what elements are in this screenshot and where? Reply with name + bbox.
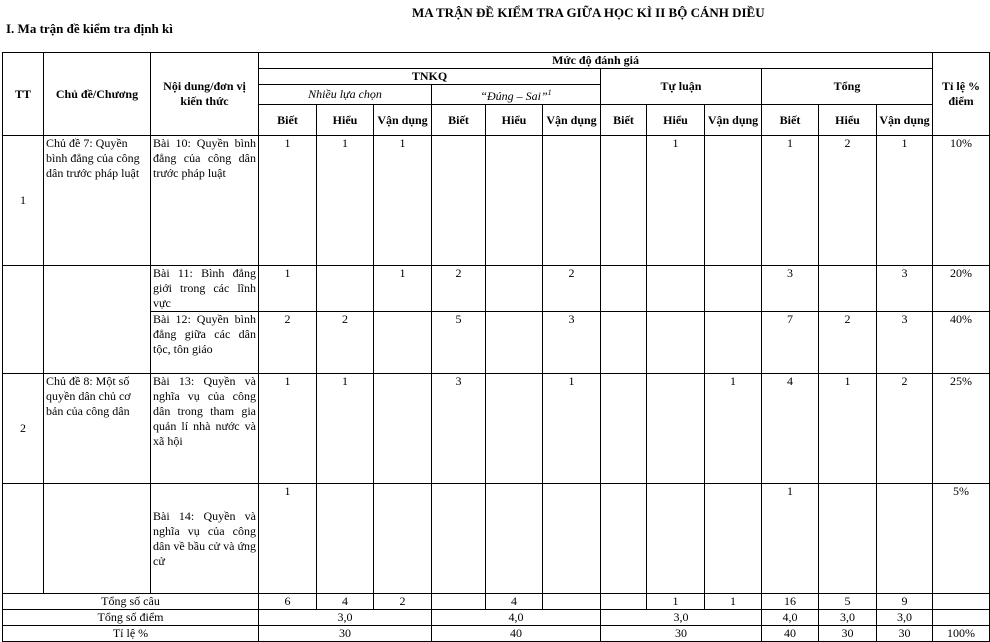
- row-ti-le: 10%: [933, 136, 990, 266]
- diem-ds: 4,0: [432, 610, 601, 626]
- total-cell: 1: [705, 594, 762, 610]
- total-cell: 4: [486, 594, 543, 610]
- table-row: [3, 484, 990, 594]
- row-value-cell: [877, 484, 933, 594]
- total-cell: 6: [259, 594, 317, 610]
- row-value-cell: [486, 312, 543, 374]
- header-muc-do: Mức độ đánh giá: [259, 53, 933, 69]
- row-value-cell: 1: [374, 266, 432, 312]
- total-cell: 16: [762, 594, 819, 610]
- row-value-cell: [486, 374, 543, 484]
- row-value-cell: 2: [877, 374, 933, 484]
- row-tt: 2: [3, 374, 44, 484]
- row-value-cell: [647, 484, 705, 594]
- row-value-cell: [705, 136, 762, 266]
- header-chu-de: Chủ đề/Chương: [44, 53, 151, 136]
- header-dung-sai: “Đúng – Sai”$^1$: [432, 85, 601, 105]
- ti-le-ds: 40: [432, 626, 601, 642]
- header-level-van-dung: Vận dụng: [877, 105, 933, 136]
- ti-le-label: Tỉ lệ %: [3, 626, 259, 642]
- total-cell: 1: [647, 594, 705, 610]
- row-value-cell: 2: [819, 136, 877, 266]
- total-cell: [601, 594, 647, 610]
- row-value-cell: 1: [259, 266, 317, 312]
- row-noi-dung: Bài 13: Quyền và nghĩa vụ của công dân trong tham gia quản lí nhà nước và xã hội: [151, 374, 259, 484]
- total-cell: [543, 594, 601, 610]
- row-value-cell: 7: [762, 312, 819, 374]
- row-value-cell: [374, 374, 432, 484]
- diem-tong-vd: 3,0: [877, 610, 933, 626]
- row-value-cell: [601, 136, 647, 266]
- diem-nlc: 3,0: [259, 610, 432, 626]
- row-value-cell: [317, 484, 374, 594]
- row-value-cell: 1: [259, 136, 317, 266]
- row-value-cell: 1: [877, 136, 933, 266]
- header-level-hieu: Hiểu: [317, 105, 374, 136]
- header-level-van-dung: Vận dụng: [543, 105, 601, 136]
- row-noi-dung: Bài 11: Bình đẳng giới trong các lĩnh vực: [151, 266, 259, 312]
- row-tt: [3, 266, 44, 374]
- table-row: [3, 312, 990, 374]
- header-tnkq: TNKQ: [259, 69, 601, 85]
- row-value-cell: 2: [819, 312, 877, 374]
- row-value-cell: [601, 374, 647, 484]
- header-tu-luan: Tự luận: [601, 69, 762, 105]
- row-value-cell: 1: [374, 136, 432, 266]
- total-cell: [432, 594, 486, 610]
- row-value-cell: 1: [317, 136, 374, 266]
- row-value-cell: 2: [543, 266, 601, 312]
- header-level-biet: Biết: [432, 105, 486, 136]
- total-cell: 2: [374, 594, 432, 610]
- header-level-biet: Biết: [762, 105, 819, 136]
- row-noi-dung: Bài 12: Quyền bình đẳng giữa các dân tộc, tôn giáo: [151, 312, 259, 374]
- row-value-cell: 1: [259, 374, 317, 484]
- row-value-cell: 2: [259, 312, 317, 374]
- table-row: [3, 266, 990, 312]
- row-value-cell: [601, 312, 647, 374]
- row-value-cell: [486, 136, 543, 266]
- header-nhieu-lua-chon: Nhiều lựa chọn: [259, 85, 432, 105]
- row-value-cell: [705, 484, 762, 594]
- header-level-van-dung: Vận dụng: [705, 105, 762, 136]
- row-value-cell: 1: [317, 374, 374, 484]
- diem-tl: 3,0: [601, 610, 762, 626]
- row-tt: 1: [3, 136, 44, 266]
- row-ti-le: 20%: [933, 266, 990, 312]
- header-tt: TT: [3, 53, 44, 136]
- ti-le-tong-biet: 40: [762, 626, 819, 642]
- row-value-cell: 3: [432, 374, 486, 484]
- row-chu-de: Chủ đề 8: Một số quyền dân chủ cơ bản của công dân: [44, 374, 151, 484]
- table-row: [3, 374, 990, 484]
- row-value-cell: [543, 484, 601, 594]
- row-ti-le: 40%: [933, 312, 990, 374]
- row-noi-dung: Bài 14: Quyền và nghĩa vụ của công dân về bầu cử và ứng cử: [151, 484, 259, 594]
- ti-le-nlc: 30: [259, 626, 432, 642]
- row-value-cell: [486, 266, 543, 312]
- section-subtitle: I. Ma trận đề kiểm tra định kì: [6, 21, 173, 36]
- row-value-cell: [647, 374, 705, 484]
- tong-so-diem-label: Tổng số điểm: [3, 610, 259, 626]
- row-value-cell: 4: [762, 374, 819, 484]
- row-chu-de: Chủ đề 7: Quyền bình đẳng của công dân trước pháp luật: [44, 136, 151, 266]
- row-value-cell: 1: [762, 484, 819, 594]
- ti-le-tong-hieu: 30: [819, 626, 877, 642]
- row-value-cell: [374, 312, 432, 374]
- table-row: [3, 136, 990, 266]
- header-noi-dung: Nội dung/đơn vị kiến thức: [151, 53, 259, 136]
- ti-le-row: [3, 626, 990, 642]
- row-value-cell: 3: [877, 312, 933, 374]
- total-cell: 9: [877, 594, 933, 610]
- row-value-cell: 3: [762, 266, 819, 312]
- row-value-cell: [486, 484, 543, 594]
- row-value-cell: [317, 266, 374, 312]
- row-value-cell: [647, 312, 705, 374]
- total-cell: 5: [819, 594, 877, 610]
- header-tong: Tổng: [762, 69, 933, 105]
- row-value-cell: 1: [647, 136, 705, 266]
- row-chu-de: [44, 484, 151, 594]
- ti-le-tong-vd: 30: [877, 626, 933, 642]
- row-value-cell: [601, 484, 647, 594]
- diem-tong-hieu: 3,0: [819, 610, 877, 626]
- row-value-cell: [601, 266, 647, 312]
- row-value-cell: 1: [543, 374, 601, 484]
- header-level-biet: Biết: [601, 105, 647, 136]
- total-cell: 4: [317, 594, 374, 610]
- ti-le-tl: 30: [601, 626, 762, 642]
- row-value-cell: 1: [762, 136, 819, 266]
- row-value-cell: [819, 484, 877, 594]
- row-value-cell: [705, 266, 762, 312]
- row-value-cell: 2: [317, 312, 374, 374]
- row-value-cell: 1: [705, 374, 762, 484]
- row-value-cell: [374, 484, 432, 594]
- row-value-cell: 1: [819, 374, 877, 484]
- row-value-cell: [543, 136, 601, 266]
- row-value-cell: [432, 484, 486, 594]
- total-cell: [933, 594, 990, 610]
- row-tt: [3, 484, 44, 594]
- header-level-van-dung: Vận dụng: [374, 105, 432, 136]
- document-title: MA TRẬN ĐỀ KIỂM TRA GIỮA HỌC KÌ II BỘ CÁNH DIỀU: [412, 5, 765, 20]
- row-ti-le: 5%: [933, 484, 990, 594]
- diem-empty: [933, 610, 990, 626]
- header-level-hieu: Hiểu: [819, 105, 877, 136]
- row-value-cell: 3: [543, 312, 601, 374]
- row-value-cell: [647, 266, 705, 312]
- row-value-cell: 1: [259, 484, 317, 594]
- header-ti-le: Tỉ lệ % điểm: [933, 53, 990, 136]
- row-noi-dung: Bài 10: Quyền bình đẳng của công dân trước pháp luật: [151, 136, 259, 266]
- row-value-cell: 2: [432, 266, 486, 312]
- diem-tong-biet: 4,0: [762, 610, 819, 626]
- row-value-cell: [432, 136, 486, 266]
- header-level-biet: Biết: [259, 105, 317, 136]
- tong-so-cau-row: [3, 594, 990, 610]
- header-level-hieu: Hiểu: [486, 105, 543, 136]
- assessment-matrix-table: [2, 52, 990, 642]
- row-chu-de: [44, 266, 151, 374]
- row-value-cell: [705, 312, 762, 374]
- row-value-cell: [819, 266, 877, 312]
- row-value-cell: 3: [877, 266, 933, 312]
- tong-so-diem-row: [3, 610, 990, 626]
- ti-le-all: 100%: [933, 626, 990, 642]
- row-value-cell: 5: [432, 312, 486, 374]
- row-ti-le: 25%: [933, 374, 990, 484]
- header-level-hieu: Hiểu: [647, 105, 705, 136]
- tong-so-cau-label: Tổng số câu: [3, 594, 259, 610]
